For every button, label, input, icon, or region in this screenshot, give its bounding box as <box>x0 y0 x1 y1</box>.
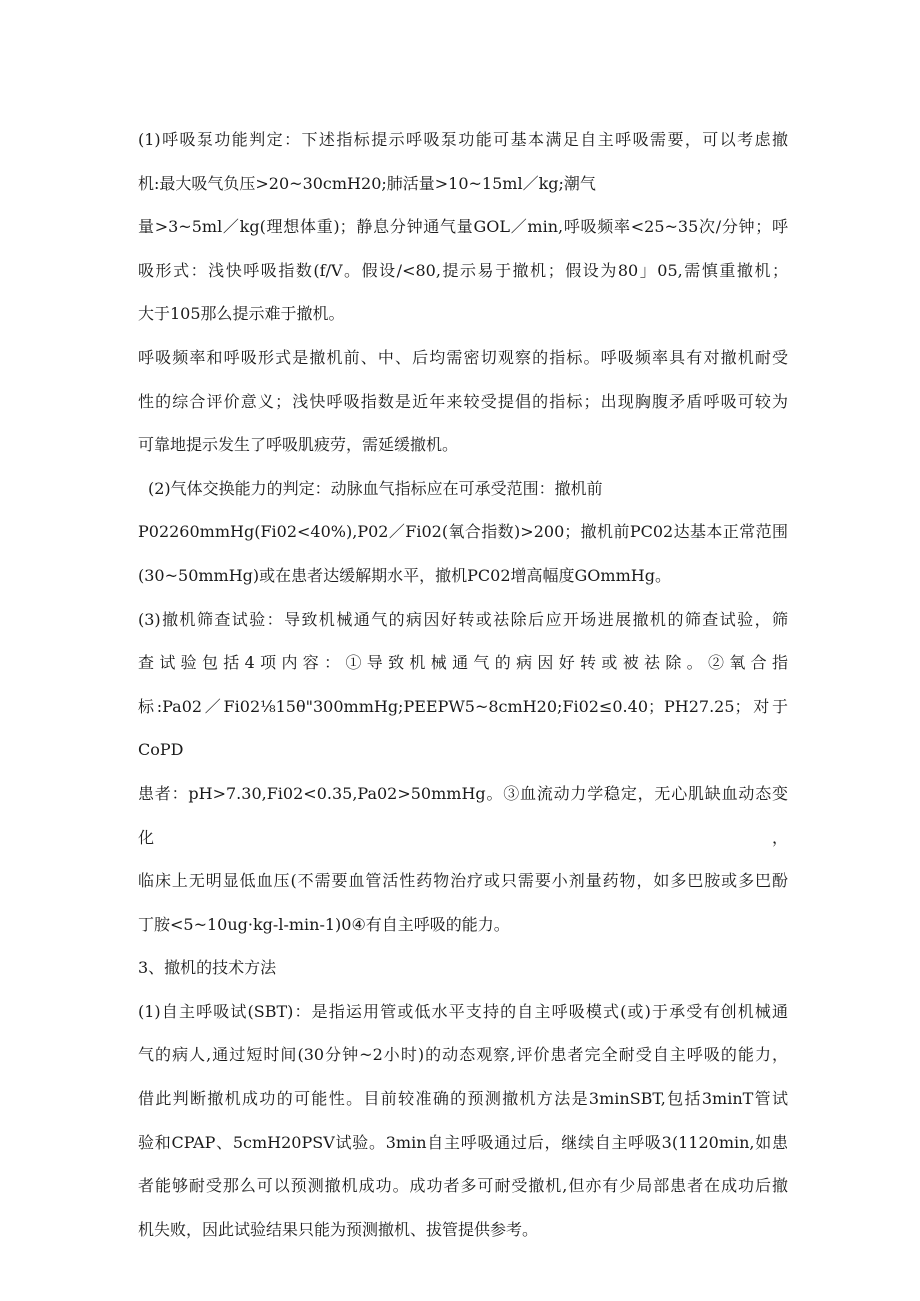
text-line: 量>3~5ml／kg(理想体重)；静息分钟通气量GOL／min,呼吸频率<25~35次/分钟；呼 <box>138 217 788 237</box>
text-line: (30~50mmHg)或在患者达缓解期水平，撤机PC02增高幅度GOmmHg。 <box>138 565 671 585</box>
text-line: 吸形式：浅快呼吸指数(f/V。假设/<80,提示易于撤机；假设为80」05,需慎重撤机； <box>138 260 788 280</box>
text-line: 者能够耐受那么可以预测撤机成功。成功者多可耐受撤机,但亦有少局部患者在成功后撤 <box>138 1176 788 1196</box>
text-line: (1)自主呼吸试(SBT)：是指运用管或低水平支持的自主呼吸模式(或)于承受有创机械通 <box>138 1001 788 1021</box>
document-body <box>138 118 788 1251</box>
text-line: P02260mmHg(Fi02<40%),P02／Fi02(氧合指数)>200；撤机前PC02达基本正常范围 <box>138 522 788 542</box>
text-line: 验和CPAP、5cmH20PSV试验。3min自主呼吸通过后，继续自主呼吸3(1120min,如患 <box>138 1132 788 1152</box>
text-line: 呼吸频率和呼吸形式是撤机前、中、后均需密切观察的指标。呼吸频率具有对撤机耐受 <box>138 347 788 367</box>
text-line: 借此判断撤机成功的可能性。目前较准确的预测撤机方法是3minSBT,包括3minT管试 <box>138 1089 788 1109</box>
text-line: 可靠地提示发生了呼吸肌疲劳，需延缓撤机。 <box>138 435 459 455</box>
text-line: (3)撤机筛查试验：导致机械通气的病因好转或祛除后应开场进展撤机的筛查试验，筛 <box>138 609 788 629</box>
text-line: (2)气体交换能力的判定：动脉血气指标应在可承受范围：撤机前 <box>148 478 603 498</box>
text-line: 患者：pH>7.30,Fi02<0.35,Pa02>50mmHg。③血流动力学稳定，无心肌缺血动态变化， <box>138 783 788 847</box>
text-line: 查试验包括4项内容：①导致机械通气的病因好转或被祛除。②氧合指 <box>138 653 788 673</box>
text-line: 机失败，因此试验结果只能为预测撤机、拔管提供参考。 <box>138 1219 539 1239</box>
text-line: 性的综合评价意义；浅快呼吸指数是近年来较受提倡的指标；出现胸腹矛盾呼吸可较为 <box>138 391 788 411</box>
text-line: (1)呼吸泵功能判定：下述指标提示呼吸泵功能可基本满足自主呼吸需要，可以考虑撤 <box>138 130 788 149</box>
text-line: 标:Pa02／Fi02⅛15θ"300mmHg;PEEPW5~8cmH20;Fi02≤0.40；PH27.25；对于CoPD <box>138 696 788 760</box>
text-line: 机:最大吸气负压>20~30cmH20;肺活量>10~15ml／kg;潮气 <box>138 173 596 193</box>
text-line: 大于105那么提示难于撤机。 <box>138 304 345 324</box>
section-heading: 3、撤机的技术方法 <box>138 958 277 978</box>
text-line: 临床上无明显低血压(不需要血管活性药物治疗或只需要小剂量药物，如多巴胺或多巴酚 <box>138 871 788 891</box>
text-line: 丁胺<5~10ug·kg-l-min-1)0④有自主呼吸的能力。 <box>138 914 510 934</box>
text-line: 气的病人,通过短时间(30分钟~2小时)的动态观察,评价患者完全耐受自主呼吸的能力， <box>138 1045 788 1065</box>
